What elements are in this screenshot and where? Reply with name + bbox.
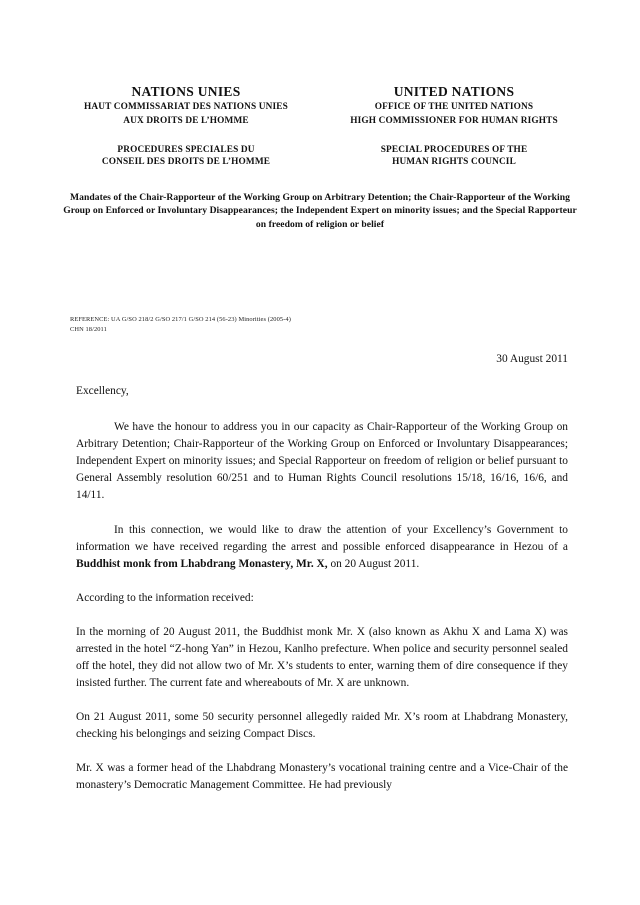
paragraph-subject-introduction (76, 522, 568, 573)
reference-line-2: CHN 18/2011 (70, 325, 107, 333)
paragraph-subject-text-after: on 20 August 2011. (327, 558, 420, 571)
letterhead-french-procedures-line1: PROCEDURES SPECIALES DU (117, 145, 255, 155)
reference-line-1: REFERENCE: UA G/SO 218/2 G/SO 217/1 G/SO 214 (56-23) Minorities (2005-4) (70, 316, 291, 324)
salutation: Excellency, (76, 384, 129, 397)
paragraph-subject-emphasis: Buddhist monk from Lhabdrang Monastery, Mr. X, (76, 558, 328, 571)
letterhead (0, 0, 640, 169)
letterhead-french-procedures (52, 144, 320, 169)
letterhead-english-column (320, 84, 588, 169)
paragraph-mandate-capacity: We have the honour to address you in our capacity as Chair-Rapporteur of the Working Group on Arbitrary Detention; Chair-Rapporteur of the Working Group on Enforced or Involuntary Disappearances; Independent Expert on minority issues; and Special Rapporteur on freedom of religion or belief pursuant to General Assembly resolution 60/251 and to Human Rights Council resolutions 15/18, 16/16, 16/6, and 14/11. (76, 420, 568, 502)
letter-body (0, 385, 640, 795)
letterhead-english-procedures-line1: SPECIAL PROCEDURES OF THE (380, 145, 528, 155)
letterhead-english-procedures-line2: HUMAN RIGHTS COUNCIL (392, 157, 516, 168)
letterhead-english-subtitle-line2: HIGH COMMISSIONER FOR HUMAN RIGHTS (350, 115, 558, 126)
letterhead-french-procedures-line2: CONSEIL DES DROITS DE L’HOMME (101, 157, 271, 168)
paragraph-raid-account: On 21 August 2011, some 50 security personnel allegedly raided Mr. X’s room at Lhabdrang Monastery, checking his belongings and seizing Compact Discs. (76, 711, 568, 741)
letterhead-english-subtitle-line1: OFFICE OF THE UNITED NATIONS (374, 102, 534, 113)
reference-block (0, 315, 640, 334)
letter-date: 30 August 2011 (496, 352, 568, 365)
paragraph-background-account: Mr. X was a former head of the Lhabdrang Monastery’s vocational training centre and a Vice-Chair of the monastery’s Democratic Management Committee. He had previously (76, 762, 568, 792)
letterhead-french-subtitle-line2: AUX DROITS DE L’HOMME (123, 115, 249, 126)
paragraph-subject-text-before: In this connection, we would like to draw the attention of your Excellency’s Government to information we have received regarding the arrest and possible enforced disappearance in Hezou of a (76, 524, 568, 554)
letterhead-english-title: UNITED NATIONS (393, 84, 515, 99)
letterhead-english-procedures (320, 144, 588, 169)
mandates-title: Mandates of the Chair-Rapporteur of the Working Group on Arbitrary Detention; the Chair-Rapporteur of the Working Group on Enforced or Involuntary Disappearances; the Independent Expert on minority issues; and the Special Rapporteur on freedom of religion or belief (63, 191, 577, 230)
letterhead-french-subtitle-line1: HAUT COMMISSARIAT DES NATIONS UNIES (84, 102, 288, 113)
letterhead-french-title: NATIONS UNIES (131, 84, 241, 99)
paragraph-arrest-account: In the morning of 20 August 2011, the Buddhist monk Mr. X (also known as Akhu X and Lama X) was arrested in the hotel “Z-hong Yan” in Hezou, Kanlho prefecture. When police and security personnel sealed off the hotel, they did not allow two of Mr. X’s students to enter, warning them of dire consequence if they insisted further. The current fate and whereabouts of Mr. X are unknown. (76, 625, 568, 689)
letterhead-french-column (52, 84, 320, 169)
paragraph-information-intro: According to the information received: (76, 592, 254, 605)
